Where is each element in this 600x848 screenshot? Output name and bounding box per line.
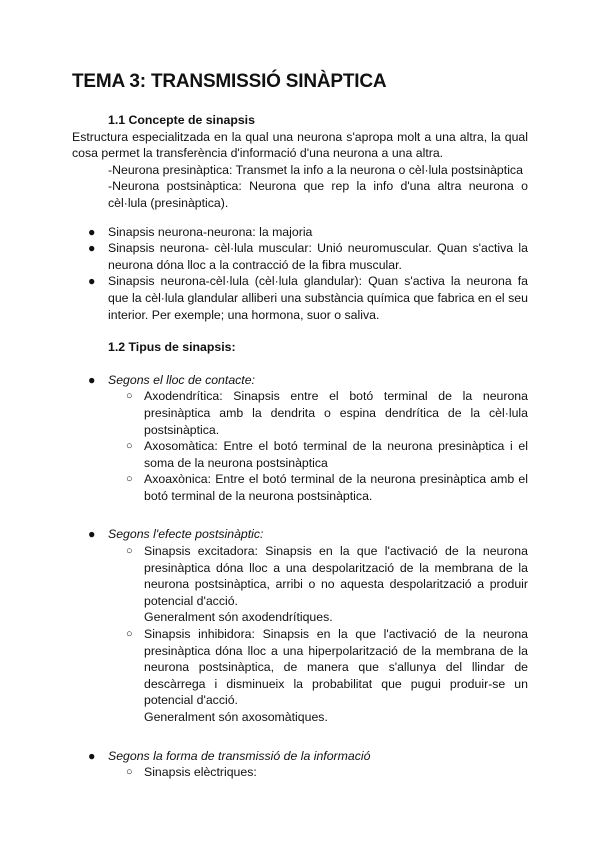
sublist-item-text: Axoaxònica: Entre el botó terminal de la neurona presinàptica amb el botó terminal de la neurona postsinàptica. [144, 472, 528, 503]
bullet-icon: ● [88, 372, 96, 387]
bullet-icon: ● [88, 224, 96, 239]
postsynaptic-definition: -Neurona postsinàptica: Neurona que rep la info d'una altra neurona o cèl·lula (presinàptica). [108, 179, 528, 210]
group-label: Segons el lloc de contacte: [108, 372, 255, 387]
document-title: TEMA 3: TRANSMISSIÓ SINÀPTICA [72, 71, 387, 92]
sublist-item [72, 626, 528, 726]
document-page [72, 70, 528, 781]
list-item [72, 224, 528, 241]
circle-bullet-icon: ○ [126, 473, 133, 486]
sublist-efecte-postsinaptic [72, 543, 528, 726]
sublist-item-text: Sinapsis elèctriques: [144, 765, 257, 780]
classification-group [72, 372, 528, 389]
circle-bullet-icon: ○ [126, 390, 133, 403]
sublist-item [72, 543, 528, 626]
sublist-item-text: Axodendrítica: Sinapsis entre el botó terminal de la neurona presinàptica amb la dendrita o espina dendrítica de la cèl·lula postsinàptica. [144, 389, 528, 437]
sublist-item-text: Sinapsis inhibidora: Sinapsis en la que l'activació de la neurona presinàptica dóna lloc a una hiperpolarització de la membrana de la neurona postsinàptica, de manera que s'allunya del llindar de descàrrega i disminueix la probabilitat que pugui produir-se un potencial d'acció. [144, 627, 528, 708]
classification-list-3 [72, 748, 528, 765]
section-heading-concepte: 1.1 Concepte de sinapsis [108, 113, 255, 127]
group-label: Segons la forma de transmissió de la informació [108, 748, 371, 763]
bullet-icon: ● [88, 748, 96, 763]
sublist-item-note: Generalment són axosomàtiques. [144, 710, 328, 724]
circle-bullet-icon: ○ [126, 628, 133, 641]
group-label: Segons l'efecte postsinàptic: [108, 527, 264, 542]
sublist-item [72, 764, 528, 781]
sublist-item [72, 438, 528, 471]
list-item-text: Sinapsis neurona-neurona: la majoria [108, 224, 313, 239]
classification-group [72, 748, 528, 765]
circle-bullet-icon: ○ [126, 440, 133, 453]
list-item [72, 273, 528, 323]
sublist-lloc-contacte [72, 388, 528, 504]
definition-paragraph: Estructura especialitzada en la qual una neurona s'apropa molt a una altra, la qual cosa permet la transferència d'informació d'una neurona a una altra. [72, 129, 528, 161]
bullet-icon: ● [88, 241, 96, 256]
section-heading-tipus: 1.2 Tipus de sinapsis: [108, 340, 236, 355]
list-item-text: Sinapsis neurona-cèl·lula (cèl·lula glandular): Quan s'activa la neurona fa que la cèl·lula glandular alliberi una substància química que fabrica en el seu interior. Per exemple; una hormona, suor o saliva. [108, 274, 528, 322]
classification-list [72, 372, 528, 389]
list-item-text: Sinapsis neurona- cèl·lula muscular: Unió neuromuscular. Quan s'activa la neurona dóna lloc a la contracció de la fibra muscular. [108, 241, 528, 272]
sublist-item-note: Generalment són axodendrítiques. [144, 610, 333, 625]
bullet-icon: ● [88, 274, 96, 289]
classification-group [72, 526, 528, 543]
sublist-item [72, 388, 528, 438]
presynaptic-definition: -Neurona presinàptica: Transmet la info a la neurona o cèl·lula postsinàptica [108, 162, 523, 177]
circle-bullet-icon: ○ [126, 545, 133, 558]
classification-list-2 [72, 526, 528, 543]
list-item [72, 240, 528, 273]
sublist-item-text: Sinapsis excitadora: Sinapsis en la que l'activació de la neurona presinàptica dóna lloc a una despolarització de la membrana de la neurona postsinàptica, arribi o no aquesta despolarització a produir potencial d'acció. [144, 544, 528, 608]
sublist-item [72, 471, 528, 504]
sublist-forma-transmissio [72, 764, 528, 781]
synapse-types-list [72, 224, 528, 324]
bullet-icon: ● [88, 527, 96, 542]
circle-bullet-icon: ○ [126, 766, 133, 779]
sublist-item-text: Axosomàtica: Entre el botó terminal de la neurona presinàptica i el soma de la neurona postsinàptica [144, 439, 528, 470]
